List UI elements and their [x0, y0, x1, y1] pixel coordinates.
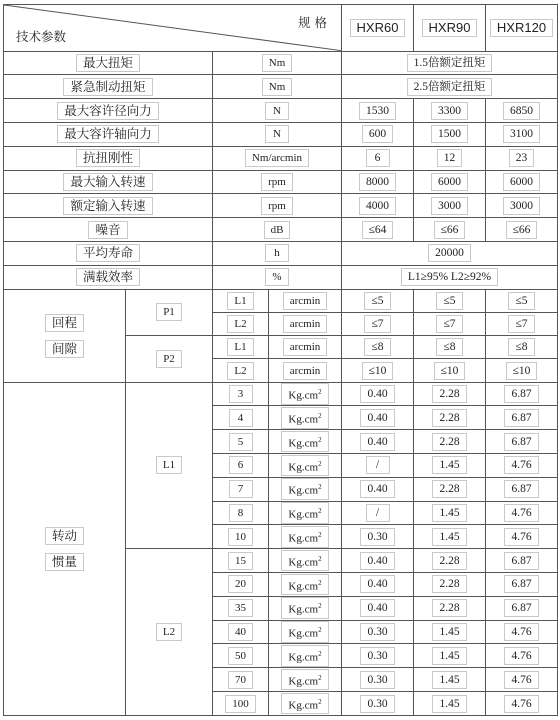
inertia-value: /	[342, 501, 414, 525]
spec-table-body	[4, 5, 558, 716]
inertia-title: 转动 惯量	[4, 382, 126, 715]
inertia-unit: $Kg.cm^2$	[269, 454, 342, 478]
param-name: 最大容许轴向力	[4, 122, 213, 146]
param-value: 3300	[414, 99, 486, 123]
inertia-value: 0.30	[342, 620, 414, 644]
inertia-value: 2.28	[414, 573, 486, 597]
ratio-label: 50	[213, 644, 269, 668]
inertia-group-label: L1	[126, 382, 213, 549]
ratio-label: 15	[213, 549, 269, 573]
inertia-value: 2.28	[414, 406, 486, 430]
inertia-value: 6.87	[486, 573, 558, 597]
inertia-unit: $Kg.cm^2$	[269, 525, 342, 549]
inertia-value: 6.87	[486, 430, 558, 454]
backlash-value: ≤10	[486, 359, 558, 382]
param-name: 最大输入转速	[4, 170, 213, 194]
param-value: 600	[342, 122, 414, 146]
inertia-value: 0.40	[342, 573, 414, 597]
inertia-value: 0.40	[342, 406, 414, 430]
ratio-label: 70	[213, 668, 269, 692]
param-unit: Nm	[213, 75, 342, 99]
inertia-value: 2.28	[414, 477, 486, 501]
param-value: ≤66	[414, 218, 486, 242]
backlash-unit: arcmin	[269, 359, 342, 382]
backlash-value: ≤7	[342, 312, 414, 335]
inertia-value: 6.87	[486, 477, 558, 501]
backlash-row	[4, 289, 558, 312]
diagonal-header-cell	[4, 5, 342, 52]
inertia-value: /	[342, 454, 414, 478]
inertia-value: 0.40	[342, 596, 414, 620]
spec-row	[4, 194, 558, 218]
backlash-value: ≤5	[414, 289, 486, 312]
ratio-label: 6	[213, 454, 269, 478]
backlash-group-label: P1	[126, 289, 213, 336]
param-unit: Nm/arcmin	[213, 146, 342, 170]
inertia-value: 1.45	[414, 620, 486, 644]
backlash-unit: arcmin	[269, 312, 342, 335]
inertia-value: 0.40	[342, 477, 414, 501]
stage-label: L1	[213, 336, 269, 359]
inertia-value: 1.45	[414, 644, 486, 668]
backlash-title: 回程 间隙	[4, 289, 126, 382]
param-value: ≤64	[342, 218, 414, 242]
model-header: HXR60	[342, 5, 414, 52]
inertia-value: 4.76	[486, 525, 558, 549]
param-unit: N	[213, 122, 342, 146]
inertia-value: 2.28	[414, 549, 486, 573]
backlash-value: ≤5	[342, 289, 414, 312]
inertia-value: 0.30	[342, 668, 414, 692]
backlash-group-label: P2	[126, 336, 213, 383]
param-value: 8000	[342, 170, 414, 194]
backlash-value: ≤10	[342, 359, 414, 382]
param-value: 3000	[414, 194, 486, 218]
backlash-value: ≤7	[414, 312, 486, 335]
inertia-unit: $Kg.cm^2$	[269, 573, 342, 597]
inertia-value: 0.30	[342, 525, 414, 549]
inertia-value: 1.45	[414, 454, 486, 478]
inertia-unit: $Kg.cm^2$	[269, 430, 342, 454]
backlash-value: ≤8	[414, 336, 486, 359]
spec-table	[3, 4, 558, 716]
inertia-value: 4.76	[486, 692, 558, 716]
inertia-value: 4.76	[486, 668, 558, 692]
inertia-value: 1.45	[414, 525, 486, 549]
param-value: 1500	[414, 122, 486, 146]
inertia-value: 6.87	[486, 382, 558, 406]
inertia-unit: $Kg.cm^2$	[269, 692, 342, 716]
param-value: 6000	[414, 170, 486, 194]
inertia-value: 2.28	[414, 430, 486, 454]
ratio-label: 7	[213, 477, 269, 501]
inertia-value: 6.87	[486, 406, 558, 430]
inertia-unit: $Kg.cm^2$	[269, 477, 342, 501]
spec-row	[4, 170, 558, 194]
header-row	[4, 5, 558, 52]
inertia-unit: $Kg.cm^2$	[269, 549, 342, 573]
inertia-value: 4.76	[486, 620, 558, 644]
inertia-unit: $Kg.cm^2$	[269, 668, 342, 692]
param-value: 12	[414, 146, 486, 170]
inertia-value: 4.76	[486, 501, 558, 525]
inertia-unit: $Kg.cm^2$	[269, 596, 342, 620]
inertia-value: 4.76	[486, 644, 558, 668]
backlash-unit: arcmin	[269, 289, 342, 312]
param-value: 3100	[486, 122, 558, 146]
ratio-label: 35	[213, 596, 269, 620]
param-name: 平均寿命	[4, 241, 213, 265]
param-unit: N	[213, 99, 342, 123]
param-unit: dB	[213, 218, 342, 242]
inertia-value: 6.87	[486, 596, 558, 620]
backlash-value: ≤7	[486, 312, 558, 335]
param-unit: Nm	[213, 51, 342, 75]
inertia-unit: $Kg.cm^2$	[269, 382, 342, 406]
param-unit: h	[213, 241, 342, 265]
merged-value: L1≥95% L2≥92%	[342, 265, 558, 289]
param-name: 满载效率	[4, 265, 213, 289]
param-value: 1530	[342, 99, 414, 123]
inertia-unit: $Kg.cm^2$	[269, 501, 342, 525]
param-value: 3000	[486, 194, 558, 218]
inertia-value: 0.30	[342, 644, 414, 668]
backlash-value: ≤10	[414, 359, 486, 382]
ratio-label: 40	[213, 620, 269, 644]
inertia-unit: $Kg.cm^2$	[269, 644, 342, 668]
inertia-unit: $Kg.cm^2$	[269, 406, 342, 430]
spec-row	[4, 146, 558, 170]
inertia-value: 1.45	[414, 668, 486, 692]
model-header: HXR120	[486, 5, 558, 52]
backlash-value: ≤5	[486, 289, 558, 312]
ratio-label: 20	[213, 573, 269, 597]
spec-label: 规 格	[298, 15, 327, 30]
inertia-group-label: L2	[126, 549, 213, 716]
inertia-value: 0.40	[342, 549, 414, 573]
ratio-label: 10	[213, 525, 269, 549]
param-name: 额定输入转速	[4, 194, 213, 218]
merged-value: 1.5倍额定扭矩	[342, 51, 558, 75]
spec-row	[4, 241, 558, 265]
spec-row	[4, 51, 558, 75]
param-value: 23	[486, 146, 558, 170]
param-unit: rpm	[213, 170, 342, 194]
backlash-value: ≤8	[342, 336, 414, 359]
param-value: ≤66	[486, 218, 558, 242]
merged-value: 2.5倍额定扭矩	[342, 75, 558, 99]
param-name: 紧急制动扭矩	[4, 75, 213, 99]
backlash-value: ≤8	[486, 336, 558, 359]
inertia-row	[4, 382, 558, 406]
param-unit: %	[213, 265, 342, 289]
inertia-value: 2.28	[414, 596, 486, 620]
ratio-label: 4	[213, 406, 269, 430]
ratio-label: 8	[213, 501, 269, 525]
spec-row	[4, 218, 558, 242]
inertia-value: 0.40	[342, 382, 414, 406]
spec-row	[4, 75, 558, 99]
spec-row	[4, 99, 558, 123]
param-name: 抗扭刚性	[4, 146, 213, 170]
inertia-value: 1.45	[414, 692, 486, 716]
ratio-label: 100	[213, 692, 269, 716]
param-value: 6	[342, 146, 414, 170]
stage-label: L2	[213, 359, 269, 382]
inertia-value: 6.87	[486, 549, 558, 573]
spec-row	[4, 265, 558, 289]
param-unit: rpm	[213, 194, 342, 218]
ratio-label: 3	[213, 382, 269, 406]
ratio-label: 5	[213, 430, 269, 454]
param-name: 噪音	[4, 218, 213, 242]
param-value: 4000	[342, 194, 414, 218]
model-header: HXR90	[414, 5, 486, 52]
inertia-value: 2.28	[414, 382, 486, 406]
inertia-value: 0.30	[342, 692, 414, 716]
merged-value: 20000	[342, 241, 558, 265]
inertia-value: 0.40	[342, 430, 414, 454]
param-value: 6850	[486, 99, 558, 123]
inertia-unit: $Kg.cm^2$	[269, 620, 342, 644]
param-name: 最大容许径向力	[4, 99, 213, 123]
param-value: 6000	[486, 170, 558, 194]
stage-label: L2	[213, 312, 269, 335]
inertia-value: 4.76	[486, 454, 558, 478]
param-name: 最大扭矩	[4, 51, 213, 75]
backlash-unit: arcmin	[269, 336, 342, 359]
spec-row	[4, 122, 558, 146]
stage-label: L1	[213, 289, 269, 312]
inertia-value: 1.45	[414, 501, 486, 525]
param-label: 技术参数	[16, 28, 67, 44]
